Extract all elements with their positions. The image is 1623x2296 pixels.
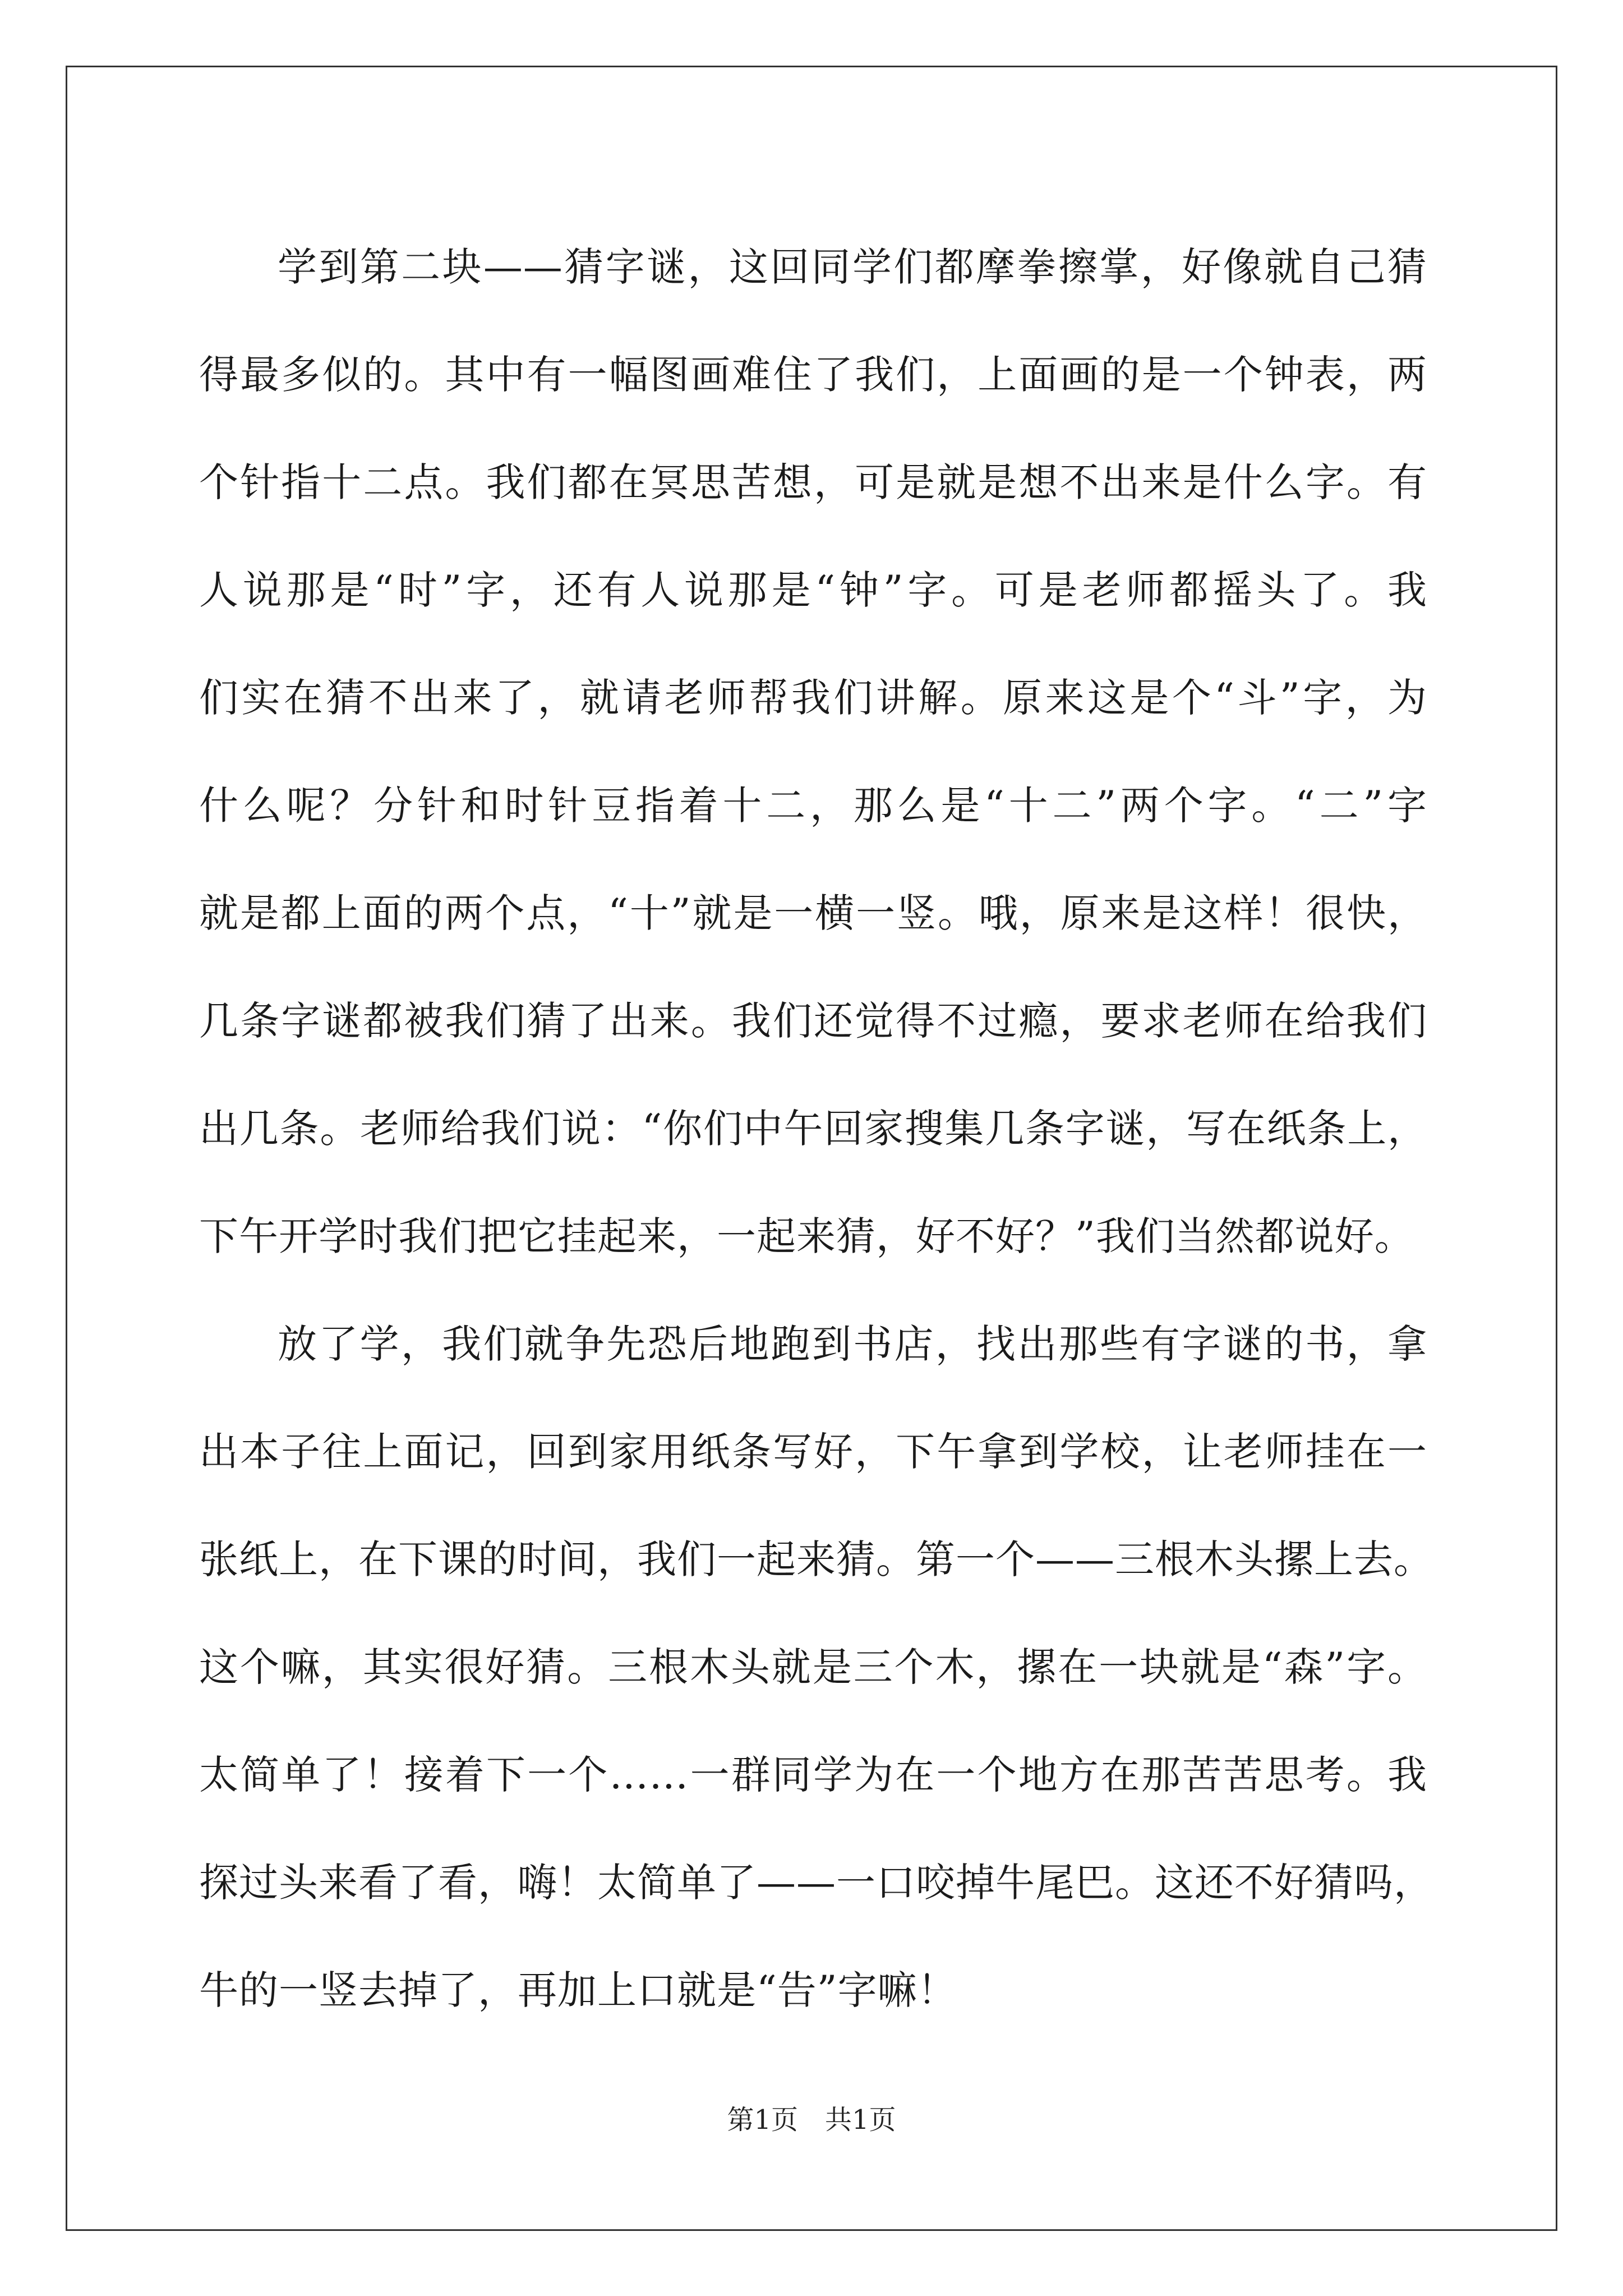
text-line: 人说那是“时”字，还有人说那是“钟”字。可是老师都摇头了。我 <box>199 567 1427 613</box>
text-line: 们实在猜不出来了，就请老师帮我们讲解。原来这是个“斗”字，为 <box>199 675 1427 721</box>
text-line: 这个嘛，其实很好猜。三根木头就是三个木，摞在一块就是“森”字。 <box>199 1644 1427 1690</box>
text-line: 什么呢？分针和时针豆指着十二，那么是“十二”两个字。“二”字 <box>199 783 1427 829</box>
text-line: 学到第二块——猜字谜，这回同学们都摩拳擦掌，好像就自己猜 <box>278 244 1427 290</box>
paragraph-2 <box>199 1290 1433 2044</box>
text-line: 放了学，我们就争先恐后地跑到书店，找出那些有字谜的书，拿 <box>278 1321 1427 1367</box>
text-line: 下午开学时我们把它挂起来，一起来猜，好不好？”我们当然都说好。 <box>199 1213 1414 1259</box>
text-line: 牛的一竖去掉了，再加上口就是“告”字嘛！ <box>199 1967 957 2013</box>
text-line: 得最多似的。其中有一幅图画难住了我们，上面画的是一个钟表，两 <box>199 352 1427 398</box>
page-footer: 第1页 共1页 <box>727 2104 896 2136</box>
text-line: 出几条。老师给我们说：“你们中午回家搜集几条字谜，写在纸条上， <box>199 1106 1427 1152</box>
text-line: 个针指十二点。我们都在冥思苦想，可是就是想不出来是什么字。有 <box>199 459 1427 505</box>
paragraph-1 <box>199 213 1427 1290</box>
text-line: 几条字谜都被我们猜了出来。我们还觉得不过瘾，要求老师在给我们 <box>199 998 1427 1044</box>
text-line: 探过头来看了看，嗨！太简单了——一口咬掉牛尾巴。这还不好猜吗， <box>199 1860 1433 1906</box>
text-line: 就是都上面的两个点，“十”就是一横一竖。哦，原来是这样！很快， <box>199 890 1427 936</box>
text-line: 太简单了！接着下一个……一群同学为在一个地方在那苦苦思考。我 <box>199 1752 1427 1798</box>
text-line: 出本子往上面记，回到家用纸条写好，下午拿到学校，让老师挂在一 <box>199 1429 1427 1475</box>
text-line: 张纸上，在下课的时间，我们一起来猜。第一个——三根木头摞上去。 <box>199 1536 1433 1582</box>
document-body <box>199 213 1433 2044</box>
